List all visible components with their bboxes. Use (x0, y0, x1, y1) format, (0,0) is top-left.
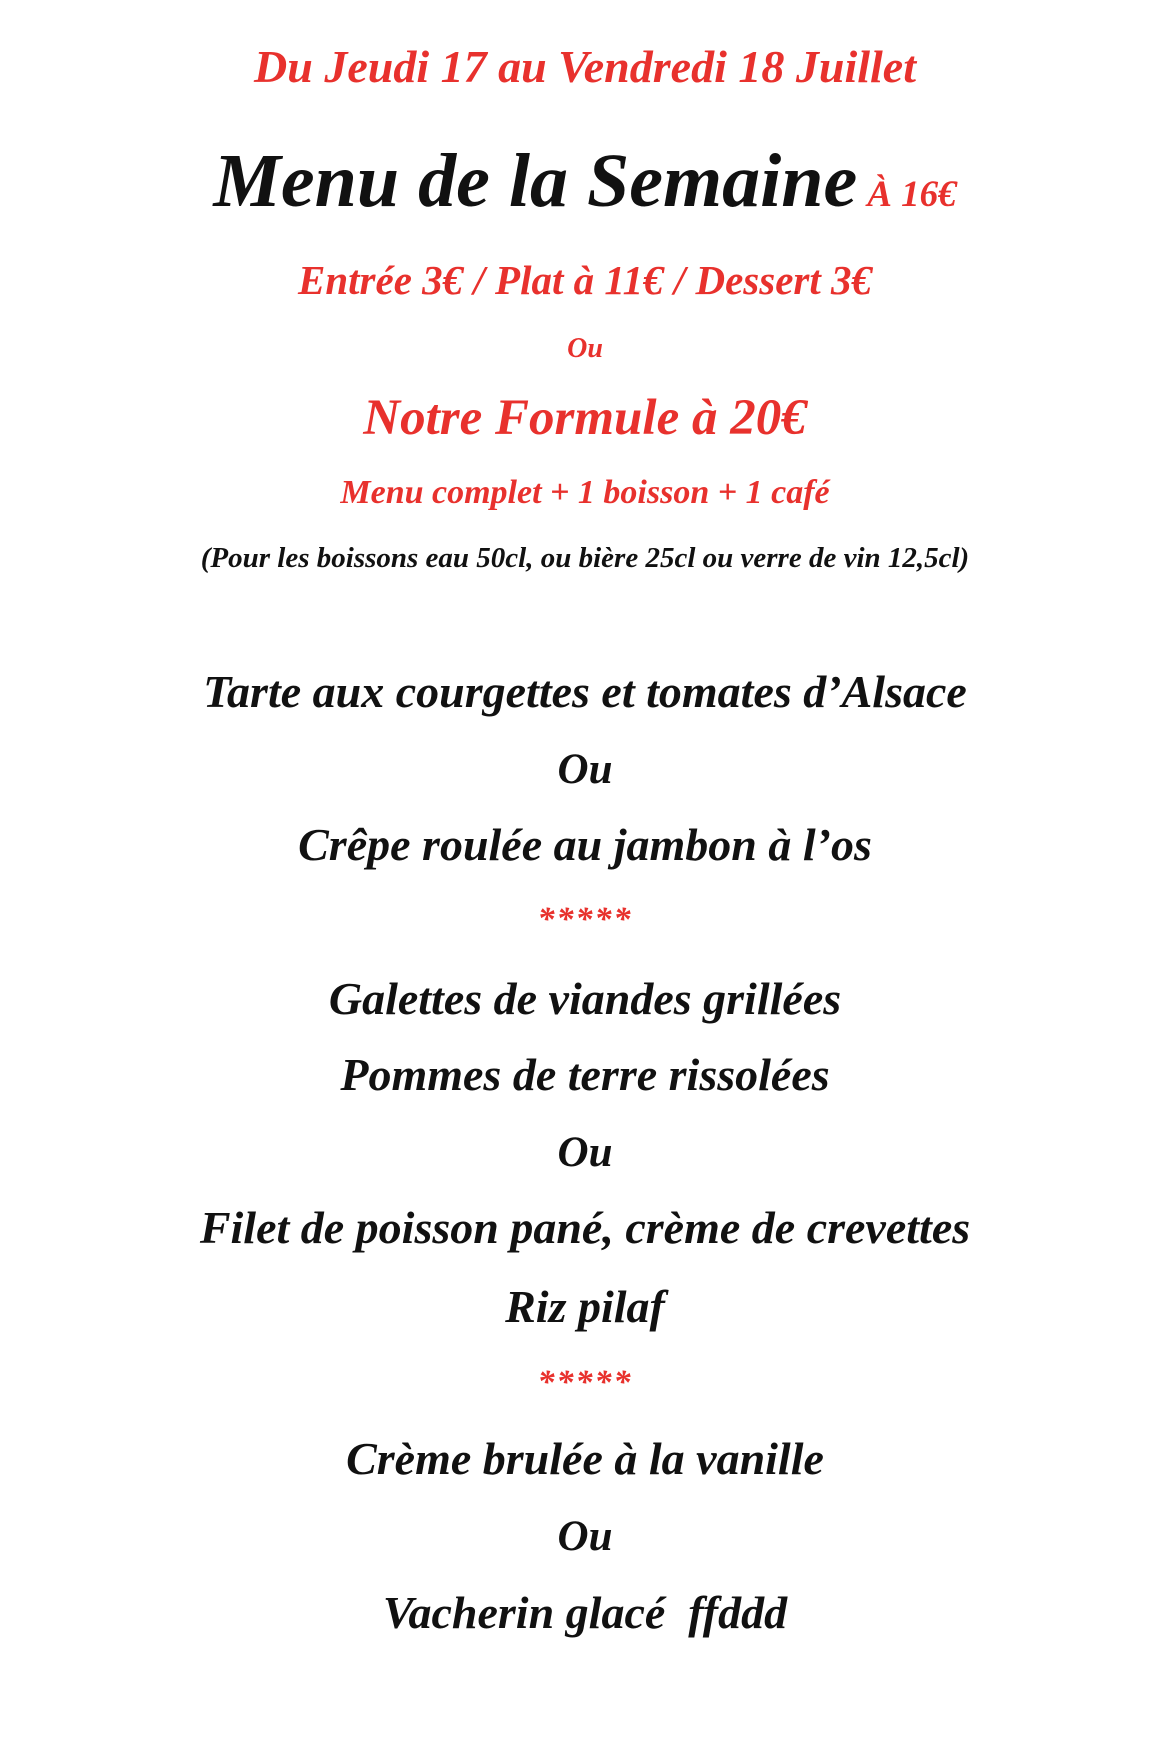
main-item-2-line-1: Filet de poisson pané, crème de crevettes (199, 1202, 971, 1253)
or-label-starters: Ou (557, 746, 613, 793)
drinks-note: (Pour les boissons eau 50cl, ou bière 25cl ou verre de vin 12,5cl) (200, 542, 970, 574)
or-label-desserts: Ou (557, 1513, 613, 1560)
formule-title: Notre Formule à 20€ (363, 390, 807, 446)
starter-item-2: Crêpe roulée au jambon à l’os (298, 819, 872, 870)
date-range: Du Jeudi 17 au Vendredi 18 Juillet (254, 41, 916, 92)
dessert-item-1: Crème brulée à la vanille (346, 1433, 824, 1484)
main-item-1-line-1: Galettes de viandes grillées (328, 973, 842, 1024)
main-item-2-line-2: Riz pilaf (505, 1281, 665, 1332)
course-prices: Entrée 3€ / Plat à 11€ / Dessert 3€ (298, 257, 872, 303)
title-text: Menu de la Semaine (213, 139, 858, 223)
page-title (0, 139, 1170, 223)
title-price: À 16€ (867, 174, 957, 215)
section-separator-1: ***** (537, 901, 633, 938)
starter-item-1: Tarte aux courgettes et tomates d’Alsace (203, 666, 967, 717)
section-separator-2: ***** (537, 1364, 633, 1401)
or-label-header: Ou (567, 333, 603, 364)
dessert-item-2: Vacherin glacé ffddd (382, 1587, 788, 1638)
or-label-mains: Ou (557, 1129, 613, 1176)
main-item-1-line-2: Pommes de terre rissolées (340, 1049, 830, 1100)
formule-details: Menu complet + 1 boisson + 1 café (340, 474, 830, 511)
